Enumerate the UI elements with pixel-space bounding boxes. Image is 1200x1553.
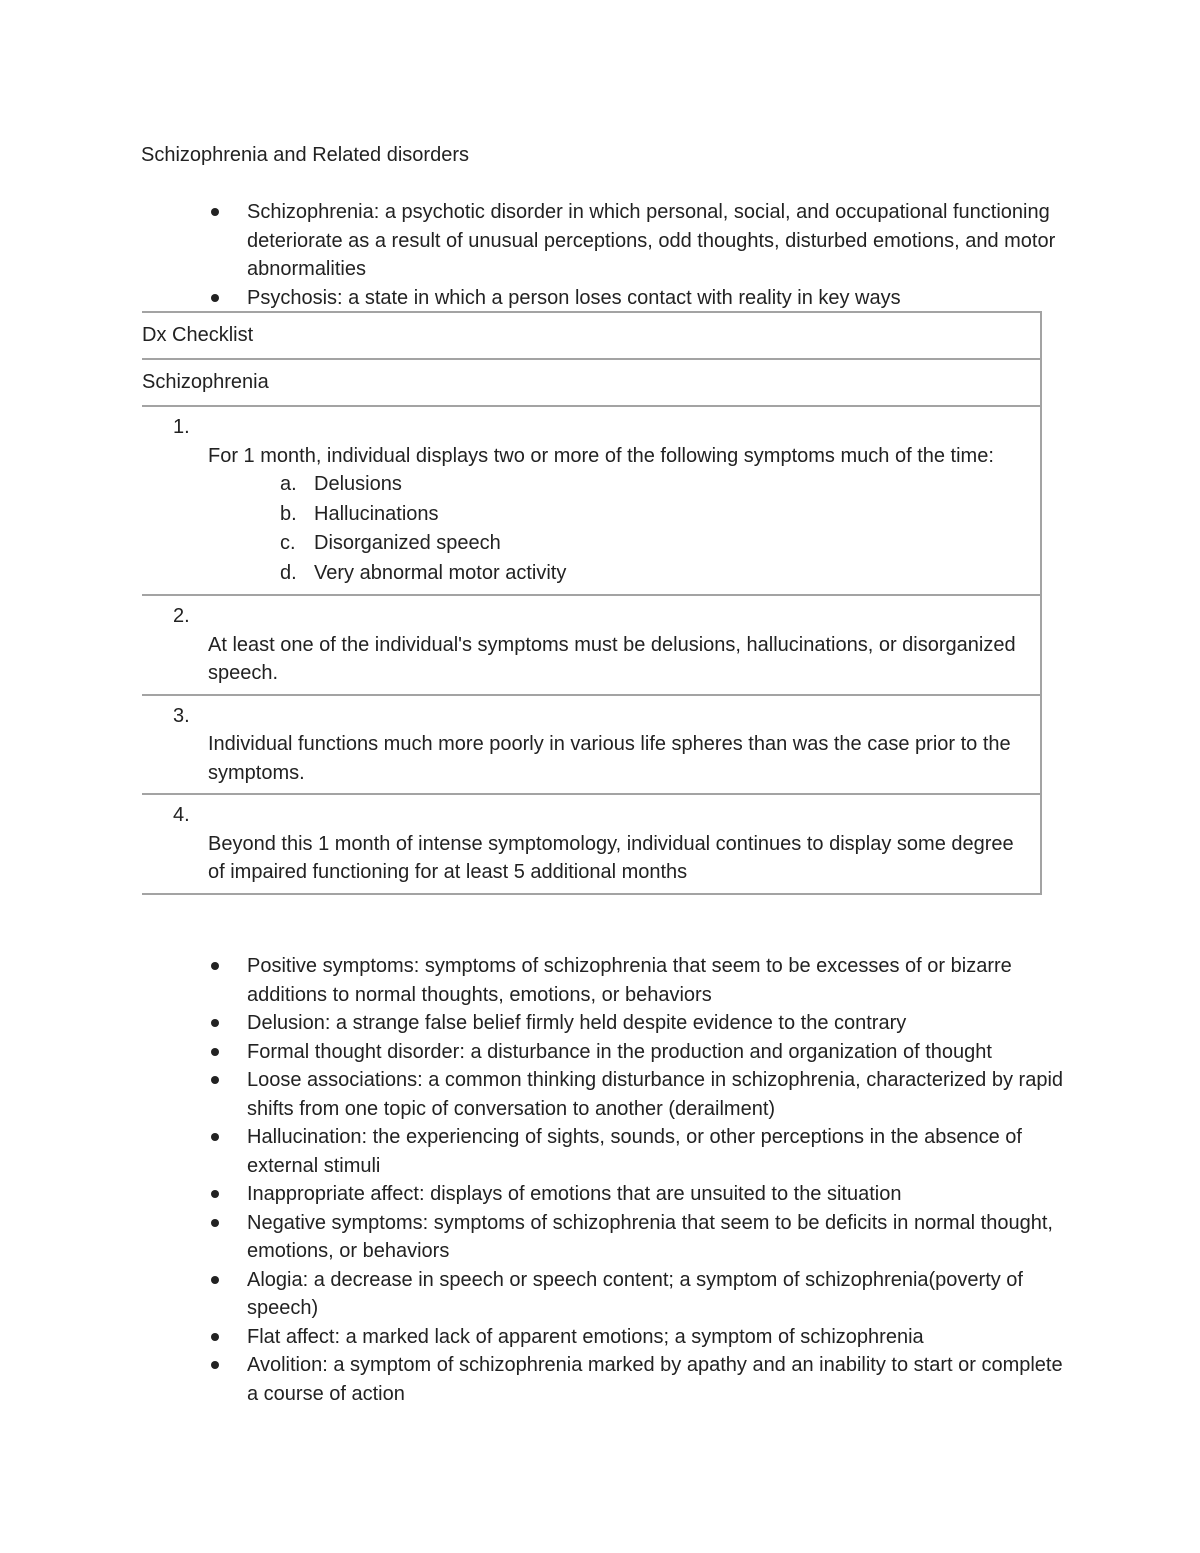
- list-item: [211, 1123, 1071, 1180]
- criterion-number: 2.: [173, 605, 190, 627]
- symptom-letter: d.: [280, 561, 297, 584]
- list-item: [211, 952, 1071, 1009]
- symptom-text: Delusions: [314, 473, 402, 495]
- symptom-item: [142, 500, 1040, 530]
- symptom-text: Very abnormal motor activity: [314, 561, 567, 584]
- list-item: [211, 1266, 1071, 1323]
- list-item-text: Schizophrenia: a psychotic disorder in which personal, social, and occupational functioning deteriorate as a result of unusual perceptions, odd thoughts, disturbed emotions, and motor abnormalities: [247, 201, 1056, 280]
- criterion-text: For 1 month, individual displays two or more of the following symptoms much of the time:: [208, 444, 994, 467]
- list-item: [211, 1038, 1071, 1067]
- bullet-icon: [211, 1019, 219, 1027]
- bullet-icon: [211, 1219, 219, 1227]
- list-item: [211, 198, 1071, 284]
- bullet-icon: [211, 1333, 219, 1341]
- symptom-text: Hallucinations: [314, 502, 439, 525]
- criterion-number: 3.: [173, 704, 190, 727]
- list-item: [211, 1009, 1071, 1038]
- checklist-header: Dx Checklist: [142, 324, 254, 346]
- criterion-number: 1.: [173, 416, 190, 438]
- bullet-icon: [211, 1076, 219, 1084]
- criterion-row-1: [142, 407, 1040, 596]
- bullet-icon: [211, 1133, 219, 1141]
- list-item: [211, 1209, 1071, 1266]
- list-item-text: Psychosis: a state in which a person loses contact with reality in key ways: [247, 286, 901, 309]
- symptom-text: Disorganized speech: [314, 532, 501, 554]
- term-text: Hallucination: the experiencing of sights, sounds, or other perceptions in the absence of external stimuli: [247, 1126, 1022, 1177]
- criterion-text: Beyond this 1 month of intense symptomology, individual continues to display some degree of impaired functioning for at least 5 additional months: [208, 832, 1014, 883]
- symptom-sublist: [142, 470, 1040, 588]
- bullet-icon: [211, 1276, 219, 1284]
- intro-bullet-list: [211, 198, 1071, 312]
- dx-checklist-table: [142, 311, 1042, 895]
- bullet-icon: [211, 208, 219, 216]
- symptom-letter: c.: [280, 532, 296, 554]
- criterion-row-4: [142, 795, 1040, 893]
- criterion-row-3: [142, 696, 1040, 796]
- criterion-number: 4.: [173, 804, 190, 826]
- term-text: Flat affect: a marked lack of apparent emotions; a symptom of schizophrenia: [247, 1325, 924, 1348]
- term-text: Inappropriate affect: displays of emotions that are unsuited to the situation: [247, 1183, 902, 1205]
- term-text: Formal thought disorder: a disturbance in the production and organization of thought: [247, 1040, 992, 1063]
- symptom-item: [142, 559, 1040, 589]
- document-title: Schizophrenia and Related disorders: [141, 144, 469, 166]
- term-text: Avolition: a symptom of schizophrenia marked by apathy and an inability to start or complete a course of action: [247, 1354, 1063, 1405]
- criterion-text: At least one of the individual's symptoms must be delusions, hallucinations, or disorganized speech.: [208, 633, 1016, 684]
- disorder-row: [142, 360, 1040, 407]
- bullet-icon: [211, 1361, 219, 1369]
- term-text: Alogia: a decrease in speech or speech content; a symptom of schizophrenia(poverty of speech): [247, 1268, 1023, 1319]
- bullet-icon: [211, 962, 219, 970]
- symptom-letter: a.: [280, 473, 297, 495]
- bullet-icon: [211, 294, 219, 302]
- term-text: Negative symptoms: symptoms of schizophrenia that seem to be deficits in normal thought, emotions, or behaviors: [247, 1211, 1053, 1262]
- symptom-item: [142, 529, 1040, 559]
- table-header-row: [142, 313, 1040, 360]
- dx-checklist-table-wrapper: [142, 311, 1044, 923]
- symptom-letter: b.: [280, 502, 297, 525]
- bullet-icon: [211, 1190, 219, 1198]
- terms-bullet-list: [211, 952, 1071, 1408]
- list-item: [211, 1180, 1071, 1209]
- list-item: [211, 1351, 1071, 1408]
- disorder-name: Schizophrenia: [142, 371, 269, 393]
- term-text: Delusion: a strange false belief firmly held despite evidence to the contrary: [247, 1012, 907, 1034]
- term-text: Positive symptoms: symptoms of schizophrenia that seem to be excesses of or bizarre additions to normal thoughts, emotions, or behaviors: [247, 955, 1012, 1006]
- criterion-text: Individual functions much more poorly in various life spheres than was the case prior to the symptoms.: [208, 733, 1011, 784]
- term-text: Loose associations: a common thinking disturbance in schizophrenia, characterized by rapid shifts from one topic of conversation to another (derailment): [247, 1069, 1064, 1120]
- symptom-item: [142, 470, 1040, 500]
- list-item: [211, 284, 1071, 313]
- bullet-icon: [211, 1048, 219, 1056]
- list-item: [211, 1066, 1071, 1123]
- list-item: [211, 1323, 1071, 1352]
- criterion-row-2: [142, 596, 1040, 696]
